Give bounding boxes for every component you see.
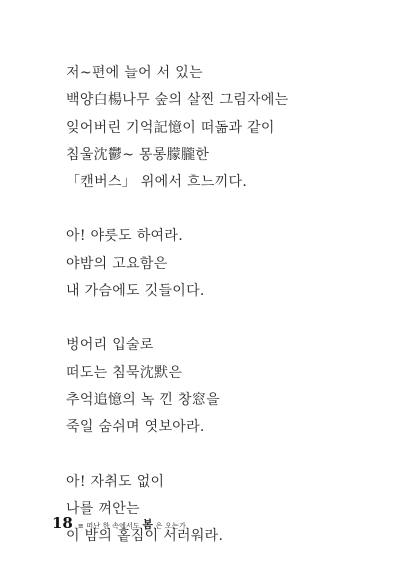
page-footer [52,514,186,532]
page-number: 18 [52,514,73,532]
poem-line: 「캔버스」 위에서 흐느끼다. [66,174,248,191]
poem-stanza [66,469,386,551]
poem-body [66,60,386,577]
poem-line: 벙어리 입술로 [66,337,154,354]
poem-line: 내 가슴에도 깃들이다. [66,283,205,300]
poem-line: 저~편에 늘어 서 있는 [66,65,203,81]
poem-line: 이 밤의 홑짐이 서러워라. [66,528,224,545]
book-title-prefix: ≡ 떠난 한 속에서도 [77,522,140,530]
book-title-suffix: 은 오는가 [155,522,186,530]
poem-line: 나를 껴안는 [66,500,140,517]
poem-line: 죽일 숨쉬며 엿보아라. [66,419,205,436]
book-title-accent: 봄 [142,518,154,531]
poem-line: 야밤의 고요함은 [66,255,168,272]
poem-line: 침울沈鬱~ 몽롱朦朧한 [66,146,210,163]
poem-line: 떠도는 침묵沈默은 [66,364,183,381]
poem-line: 아! 자취도 없이 [66,473,165,490]
poem-stanza [66,223,386,305]
poem-line: 잊어버린 기억記憶이 떠돎과 같이 [66,119,275,136]
poem-stanza [66,60,386,196]
book-title [78,516,186,532]
poem-line: 백양白楊나무 숲의 살찐 그림자에는 [66,92,289,109]
poem-line: 추억追憶의 녹 낀 창窓을 [66,391,220,408]
poem-line: 아! 야릇도 하여라. [66,228,183,245]
poem-stanza [66,332,386,441]
